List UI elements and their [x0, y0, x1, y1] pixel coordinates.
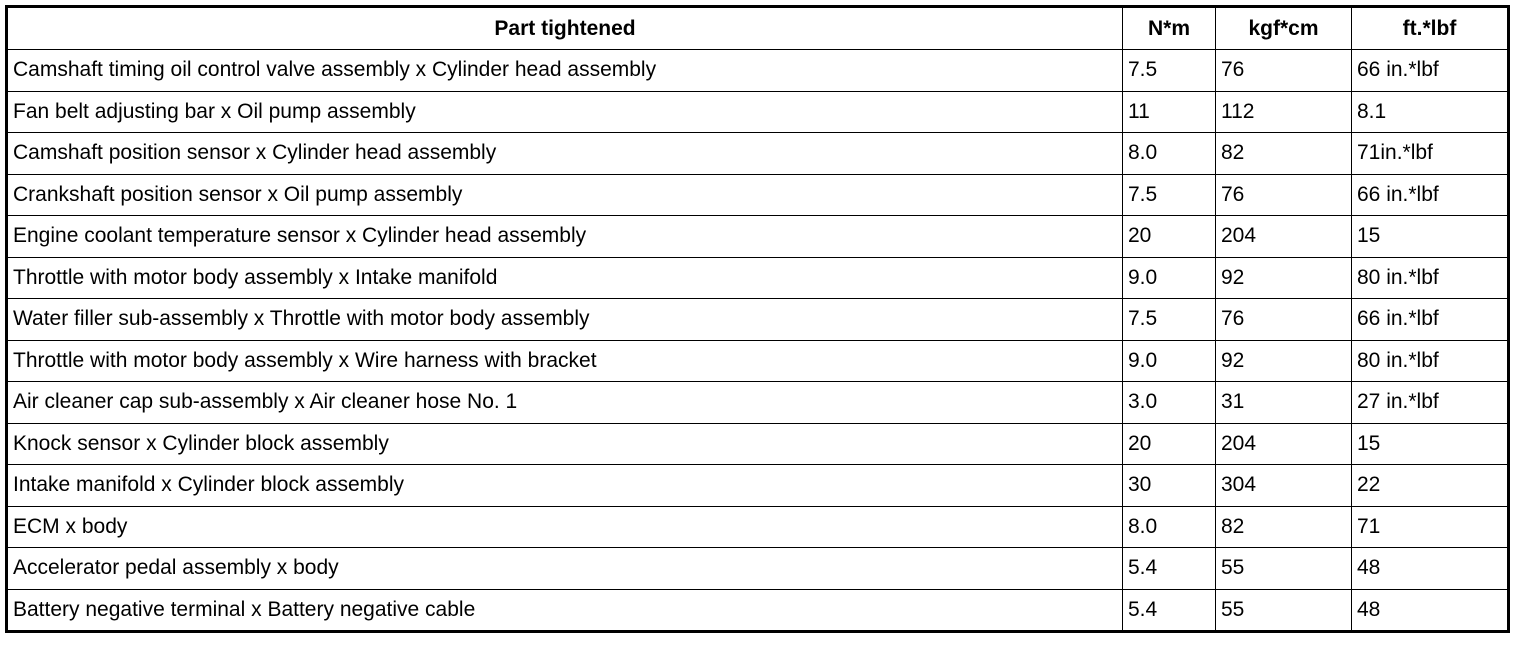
cell-nm: 9.0	[1123, 257, 1216, 299]
cell-nm: 8.0	[1123, 506, 1216, 548]
table-row	[7, 174, 1509, 216]
table-row	[7, 340, 1509, 382]
cell-ft-lbf: 8.1	[1352, 91, 1509, 133]
cell-nm: 5.4	[1123, 589, 1216, 632]
cell-kgf-cm: 304	[1216, 465, 1352, 507]
cell-nm: 11	[1123, 91, 1216, 133]
header-row	[7, 7, 1509, 50]
cell-part: Fan belt adjusting bar x Oil pump assembly	[7, 91, 1123, 133]
cell-nm: 30	[1123, 465, 1216, 507]
cell-part: Battery negative terminal x Battery negative cable	[7, 589, 1123, 632]
table-row	[7, 423, 1509, 465]
cell-ft-lbf: 66 in.*lbf	[1352, 50, 1509, 92]
table-row	[7, 216, 1509, 258]
cell-part: Crankshaft position sensor x Oil pump assembly	[7, 174, 1123, 216]
cell-kgf-cm: 55	[1216, 548, 1352, 590]
table-row	[7, 465, 1509, 507]
cell-kgf-cm: 82	[1216, 133, 1352, 175]
cell-part: Engine coolant temperature sensor x Cylinder head assembly	[7, 216, 1123, 258]
cell-ft-lbf: 15	[1352, 423, 1509, 465]
cell-nm: 9.0	[1123, 340, 1216, 382]
cell-ft-lbf: 15	[1352, 216, 1509, 258]
cell-nm: 7.5	[1123, 50, 1216, 92]
cell-nm: 20	[1123, 423, 1216, 465]
cell-part: ECM x body	[7, 506, 1123, 548]
cell-kgf-cm: 112	[1216, 91, 1352, 133]
cell-nm: 8.0	[1123, 133, 1216, 175]
header-ft-lbf: ft.*lbf	[1352, 7, 1509, 50]
table-row	[7, 589, 1509, 632]
cell-kgf-cm: 76	[1216, 174, 1352, 216]
cell-nm: 7.5	[1123, 174, 1216, 216]
cell-kgf-cm: 55	[1216, 589, 1352, 632]
table-row	[7, 548, 1509, 590]
cell-ft-lbf: 22	[1352, 465, 1509, 507]
cell-ft-lbf: 48	[1352, 548, 1509, 590]
cell-ft-lbf: 66 in.*lbf	[1352, 299, 1509, 341]
cell-ft-lbf: 80 in.*lbf	[1352, 257, 1509, 299]
cell-kgf-cm: 204	[1216, 216, 1352, 258]
table-row	[7, 50, 1509, 92]
cell-part: Camshaft timing oil control valve assembly x Cylinder head assembly	[7, 50, 1123, 92]
cell-ft-lbf: 80 in.*lbf	[1352, 340, 1509, 382]
cell-ft-lbf: 71	[1352, 506, 1509, 548]
cell-kgf-cm: 92	[1216, 340, 1352, 382]
cell-part: Intake manifold x Cylinder block assembly	[7, 465, 1123, 507]
cell-nm: 20	[1123, 216, 1216, 258]
header-nm: N*m	[1123, 7, 1216, 50]
cell-nm: 5.4	[1123, 548, 1216, 590]
table-row	[7, 257, 1509, 299]
header-kgf-cm: kgf*cm	[1216, 7, 1352, 50]
table-row	[7, 506, 1509, 548]
cell-part: Throttle with motor body assembly x Intake manifold	[7, 257, 1123, 299]
table-row	[7, 133, 1509, 175]
cell-part: Knock sensor x Cylinder block assembly	[7, 423, 1123, 465]
cell-ft-lbf: 71in.*lbf	[1352, 133, 1509, 175]
header-part-tightened: Part tightened	[7, 7, 1123, 50]
cell-kgf-cm: 76	[1216, 299, 1352, 341]
cell-ft-lbf: 27 in.*lbf	[1352, 382, 1509, 424]
cell-part: Throttle with motor body assembly x Wire harness with bracket	[7, 340, 1123, 382]
table-row	[7, 382, 1509, 424]
cell-part: Camshaft position sensor x Cylinder head assembly	[7, 133, 1123, 175]
cell-part: Water filler sub-assembly x Throttle with motor body assembly	[7, 299, 1123, 341]
cell-kgf-cm: 82	[1216, 506, 1352, 548]
table-row	[7, 91, 1509, 133]
cell-ft-lbf: 66 in.*lbf	[1352, 174, 1509, 216]
table-row	[7, 299, 1509, 341]
cell-kgf-cm: 92	[1216, 257, 1352, 299]
cell-kgf-cm: 204	[1216, 423, 1352, 465]
cell-part: Air cleaner cap sub-assembly x Air cleaner hose No. 1	[7, 382, 1123, 424]
cell-kgf-cm: 76	[1216, 50, 1352, 92]
cell-nm: 3.0	[1123, 382, 1216, 424]
torque-specification-table	[5, 5, 1510, 633]
cell-part: Accelerator pedal assembly x body	[7, 548, 1123, 590]
table-body	[7, 50, 1509, 632]
cell-kgf-cm: 31	[1216, 382, 1352, 424]
cell-ft-lbf: 48	[1352, 589, 1509, 632]
cell-nm: 7.5	[1123, 299, 1216, 341]
